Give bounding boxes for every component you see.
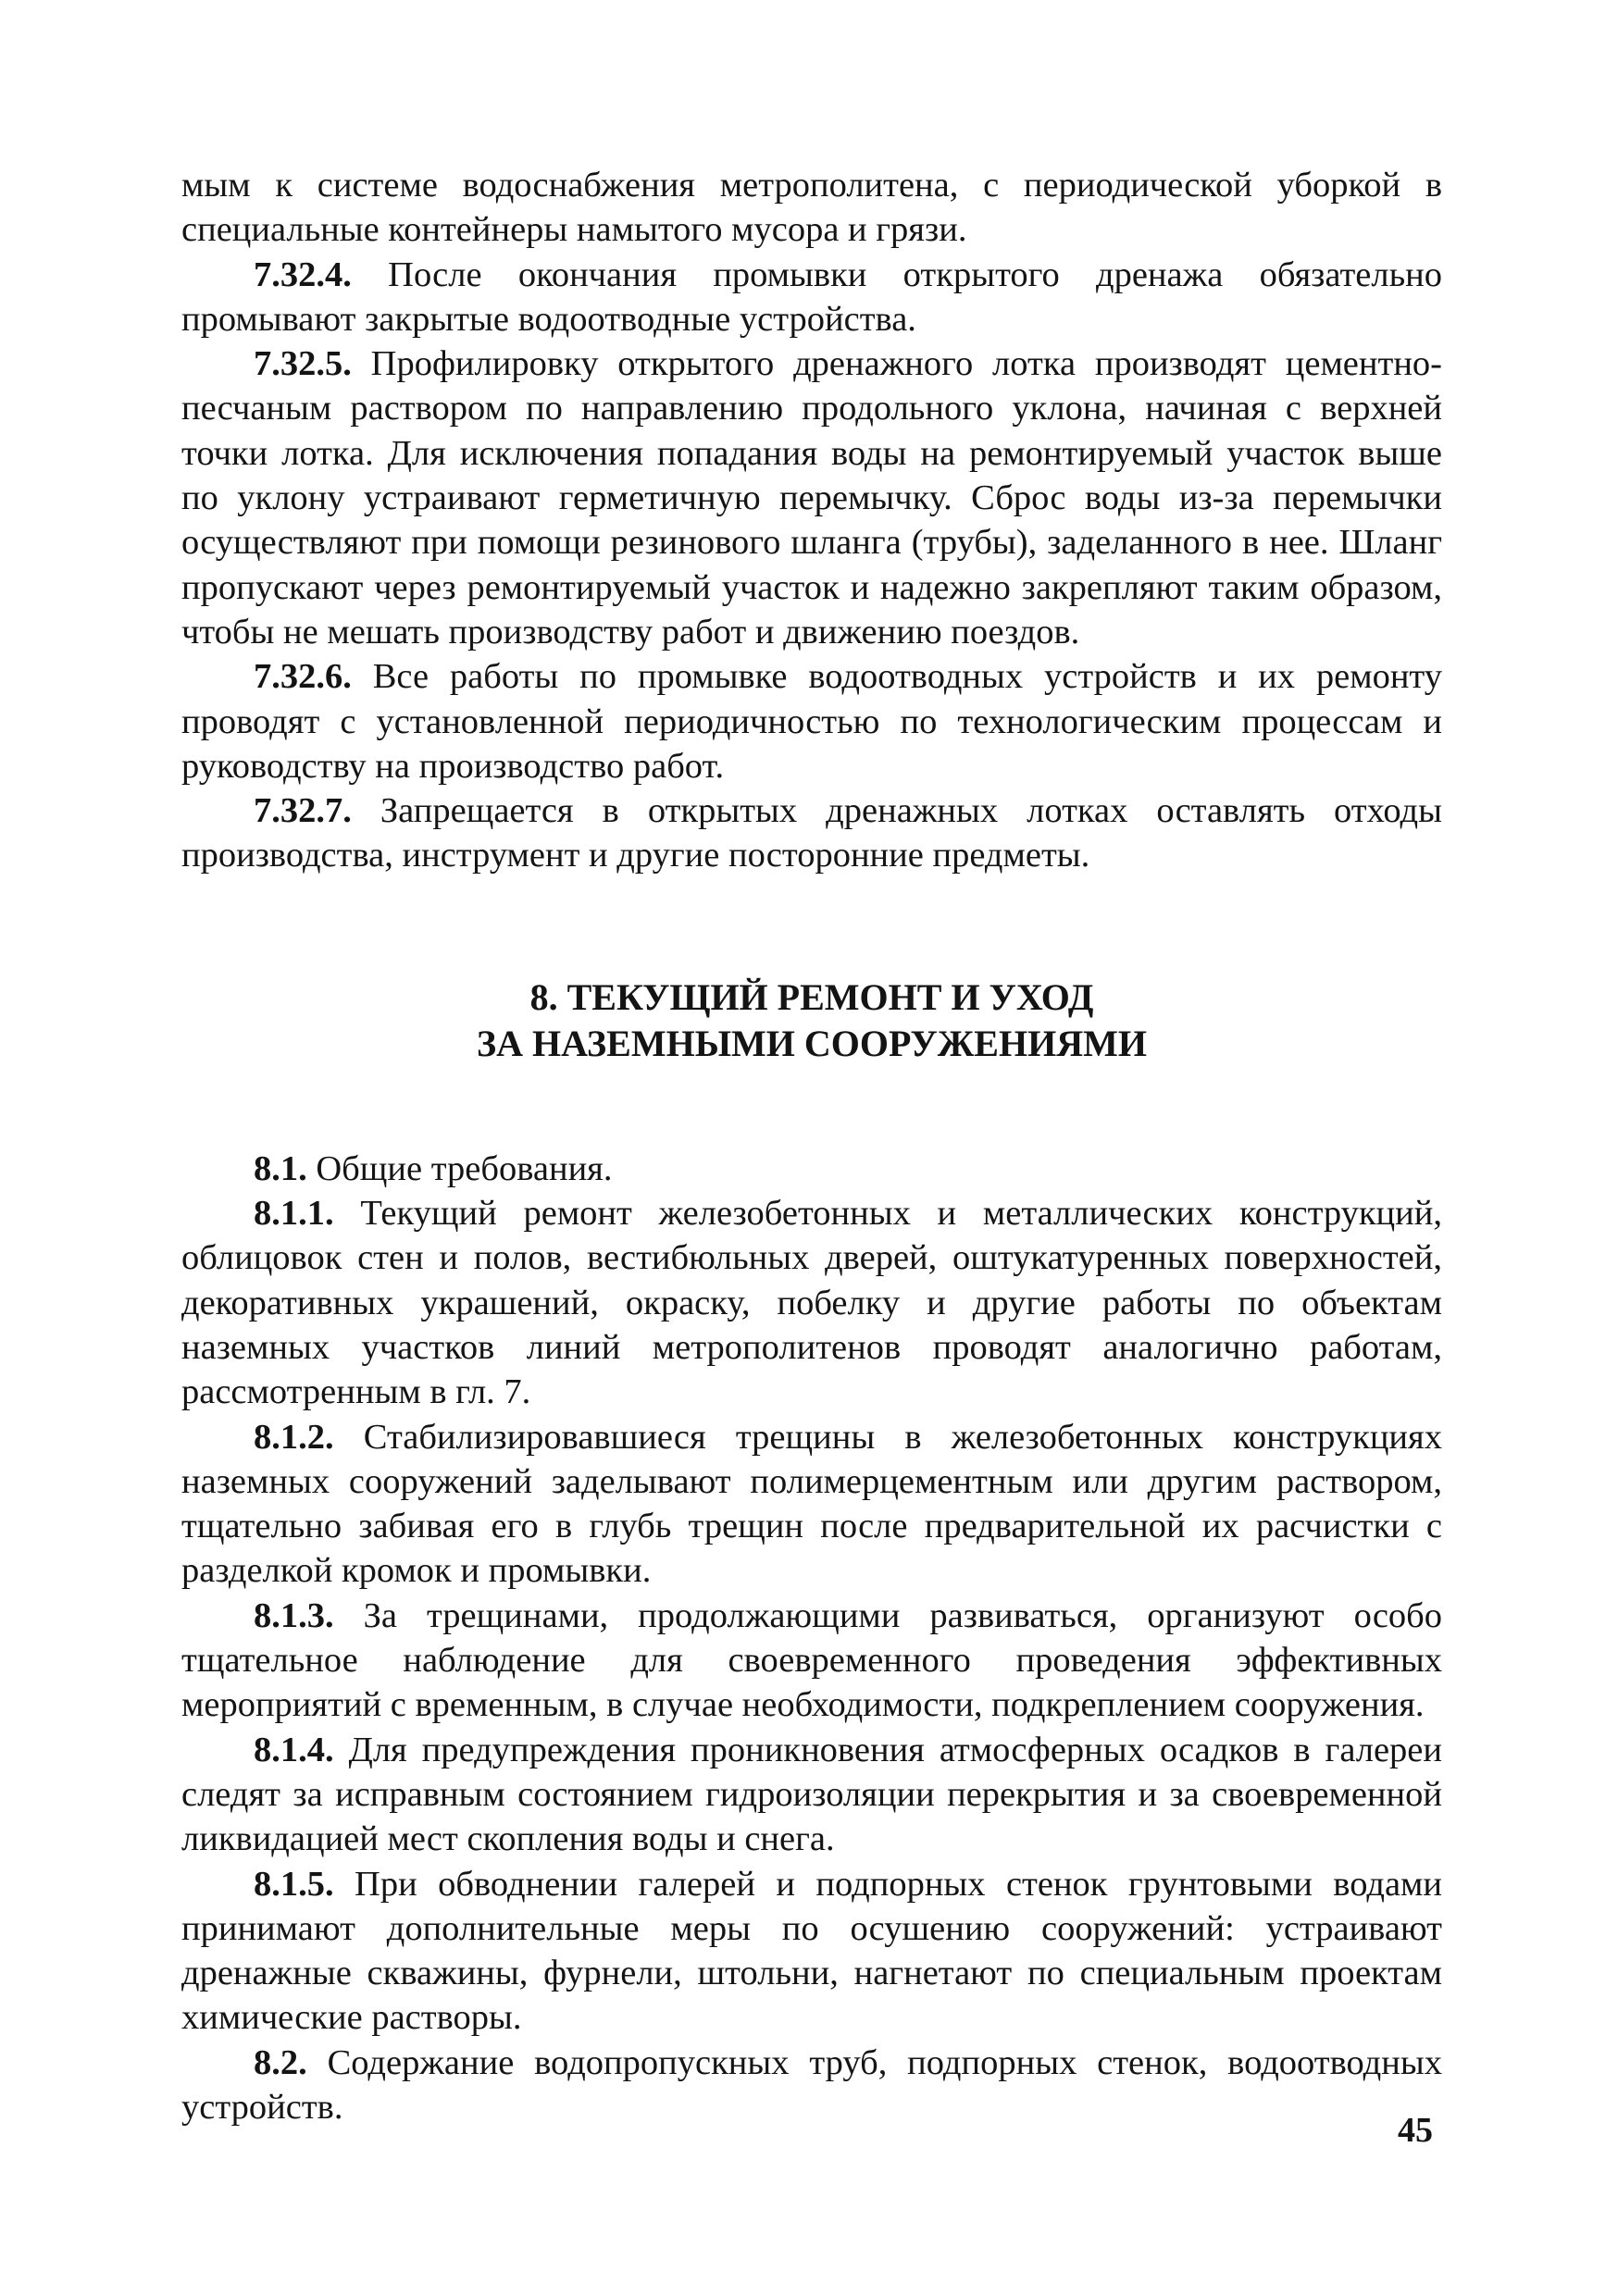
paragraph-continuation: [181, 163, 1442, 253]
paragraph-7-32-6: [181, 654, 1442, 788]
paragraph-8-1: [181, 1147, 1442, 1191]
paragraph-text: Все работы по промывке водоотводных устройств и их ремонту проводят с установленной периодичностью по технологическим процессам и руководству на производство работ.: [181, 657, 1442, 786]
paragraph-8-1-1: [181, 1191, 1442, 1414]
paragraph-8-1-2: [181, 1415, 1442, 1594]
paragraph-8-1-3: [181, 1594, 1442, 1728]
paragraph-text: Профилировку открытого дренажного лотка производят цементно-песчаным раствором по направлению продольного уклона, начиная с верхней точки лотка. Для исключения попадания воды на ремонтируемый участок выше по уклону устраивают герметичную перемычку. Сброс воды из-за перемычки осуществляют при помощи резинового шланга (трубы), заделанного в нее. Шланг пропускают через ремонтируемый участок и надежно закрепляют таким образом, чтобы не мешать производству работ и движению поездов.: [181, 344, 1442, 652]
paragraph-text: За трещинами, продолжающими развиваться, организуют особо тщательное наблюдение для своевременного проведения эффективных мероприятий с временным, в случае необходимости, подкреплением сооружения.: [181, 1595, 1442, 1725]
paragraph-text: Стабилизировавшиеся трещины в железобетонных конструкциях наземных сооружений заделывают полимерцементным или другим раствором, тщательно забивая его в глубь трещин после предварительной их расчистки с разделкой кромок и промывки.: [181, 1417, 1442, 1591]
paragraph-7-32-4: [181, 253, 1442, 342]
section-heading-line-1: 8. ТЕКУЩИЙ РЕМОНТ И УХОД: [529, 975, 1094, 1018]
clause-number: 8.1.2.: [254, 1417, 334, 1457]
clause-number: 8.1.4.: [254, 1730, 334, 1769]
paragraph-text: Для предупреждения проникновения атмосферных осадков в галереи следят за исправным состоянием гидроизоляции перекрытия и за своевременной ликвидацией мест скопления воды и снега.: [181, 1730, 1442, 1859]
clause-number: 7.32.4.: [254, 254, 352, 294]
paragraph-7-32-7: [181, 788, 1442, 878]
paragraph-8-1-5: [181, 1862, 1442, 2041]
paragraph-text: Запрещается в открытых дренажных лотках оставлять отходы производства, инструмент и другие посторонние предметы.: [181, 791, 1442, 875]
clause-number: 8.1.: [254, 1148, 307, 1188]
paragraph-text: После окончания промывки открытого дренажа обязательно промывают закрытые водоотводные устройства.: [181, 254, 1442, 339]
clause-number: 7.32.6.: [254, 657, 352, 697]
clause-number: 8.1.3.: [254, 1595, 334, 1635]
clause-number: 8.1.5.: [254, 1864, 334, 1904]
page-number: 45: [1398, 2111, 1433, 2150]
paragraph-text: мым к системе водоснабжения метрополитена, с периодической уборкой в специальные контейнеры намытого мусора и грязи.: [181, 166, 1442, 250]
paragraph-text: Общие требования.: [306, 1148, 613, 1188]
clause-number: 7.32.7.: [254, 791, 352, 831]
paragraph-text: При обводнении галерей и подпорных стенок грунтовыми водами принимают дополнительные меры по осушению сооружений: устраивают дренажные скважины, фурнели, штольни, нагнетают по специальным проектам химические растворы.: [181, 1864, 1442, 2038]
paragraph-text: Текущий ремонт железобетонных и металлических конструкций, облицовок стен и полов, вестибюльных дверей, оштукатуренных поверхностей, декоративных украшений, окраску, побелку и другие работы по объектам наземных участков линий метрополитенов проводят аналогично работам, рассмотренным в гл. 7.: [181, 1194, 1442, 1412]
paragraph-text: Содержание водопропускных труб, подпорных стенок, водоотводных устройств.: [181, 2042, 1442, 2127]
section-heading: [181, 974, 1442, 1067]
paragraph-7-32-5: [181, 341, 1442, 654]
clause-number: 7.32.5.: [254, 344, 352, 384]
clause-number: 8.2.: [254, 2042, 307, 2082]
section-heading-line-2: ЗА НАЗЕМНЫМИ СООРУЖЕНИЯМИ: [477, 1022, 1147, 1064]
page-body: [181, 163, 1442, 2129]
clause-number: 8.1.1.: [254, 1194, 334, 1234]
paragraph-8-2: [181, 2041, 1442, 2130]
paragraph-8-1-4: [181, 1728, 1442, 1862]
